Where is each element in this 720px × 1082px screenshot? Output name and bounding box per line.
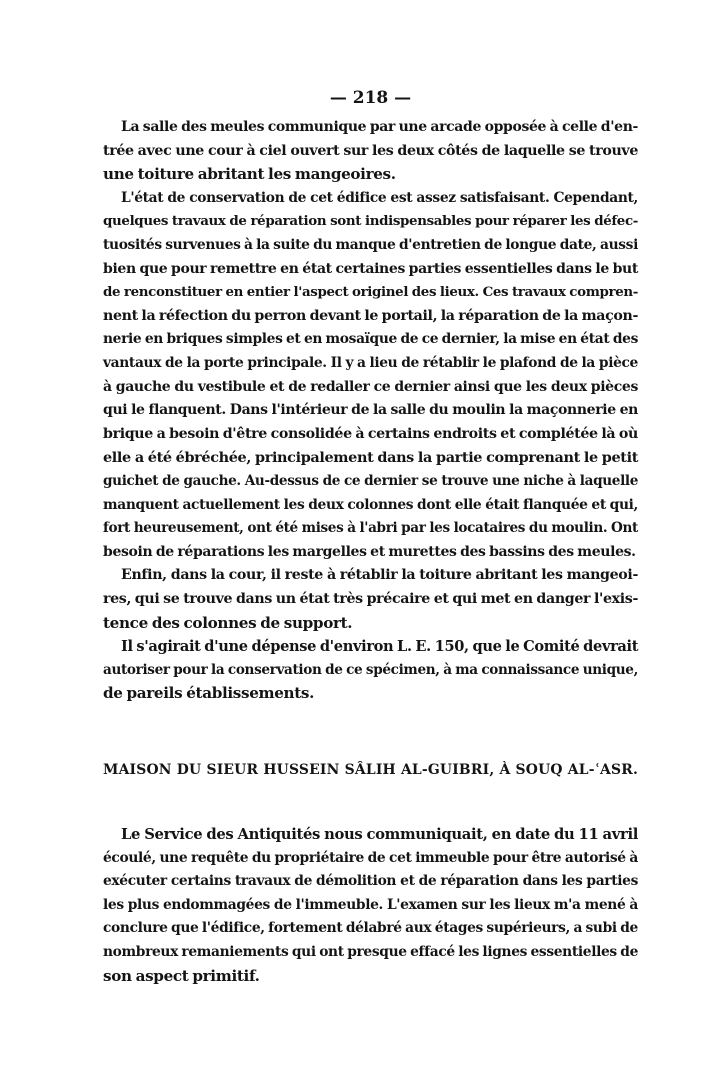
text-line: nerie en briques simples et en mosaïque de ce dernier, la mise en état des — [103, 331, 638, 348]
text-line: guichet de gauche. Au-dessus de ce dernier se trouve une niche à laquelle — [103, 472, 638, 489]
text-line: écoulé, une requête du propriétaire de cet immeuble pour être autorisé à — [103, 849, 638, 866]
section-heading: MAISON DU SIEUR HUSSEIN SÂLIH AL-GUIBRI, À SOUQ AL-ʿASR. — [103, 762, 638, 778]
text-line: nent la réfection du perron devant le portail, la réparation de la maçon- — [103, 307, 639, 324]
text-line: de renconstituer en entier l'aspect originel des lieux. Ces travaux compren- — [103, 284, 638, 301]
text-line: qui le flanquent. Dans l'intérieur de la salle du moulin la maçonnerie en — [103, 402, 638, 419]
text-line: La salle des meules communique par une arcade opposée à celle d'en- — [121, 119, 638, 135]
text-line: quelques travaux de réparation sont indispensables pour réparer les défec- — [103, 213, 638, 230]
text-line: Il s'agirait d'une dépense d'environ L. E. 150, que le Comité devrait — [121, 638, 639, 656]
text-line: elle a été ébréchée, principalement dans la partie comprenant le petit — [103, 449, 638, 467]
text-line: de pareils établissements. — [103, 684, 315, 703]
text-line: exécuter certains travaux de démolition et de réparation dans les parties — [103, 873, 638, 890]
text-line: Enfin, dans la cour, il reste à rétablir la toiture abritant les mangeoi- — [121, 567, 638, 584]
text-line: son aspect primitif. — [103, 966, 260, 985]
paragraph — [103, 564, 638, 635]
text-line: vantaux de la porte principale. Il y a lieu de rétablir le plafond de la pièce — [103, 354, 638, 371]
text-line: fort heureusement, ont été mises à l'abri par les locataires du moulin. Ont — [103, 520, 638, 537]
paragraph — [103, 635, 638, 706]
text-line: autoriser pour la conservation de ce spécimen, à ma connaissance unique, — [103, 661, 638, 678]
text-line: trée avec une cour à ciel ouvert sur les deux côtés de laquelle se trouve — [103, 142, 638, 159]
text-line: une toiture abritant les mangeoires. — [103, 165, 396, 184]
page-number: — 218 — — [329, 88, 412, 108]
text-line: manquent actuellement les deux colonnes dont elle était flanquée et qui, — [103, 496, 638, 513]
text-line: tence des colonnes de support. — [103, 613, 353, 632]
text-line: besoin de réparations les margelles et murettes des bassins des meules. — [103, 543, 636, 560]
text-line: brique a besoin d'être consolidée à certains endroits et complétée là où — [103, 425, 638, 442]
paragraph — [103, 116, 638, 187]
paragraph — [103, 187, 638, 565]
paragraph — [103, 823, 638, 988]
text-line: L'état de conservation de cet édifice est assez satisfaisant. Cependant, — [121, 189, 638, 206]
text-line: res, qui se trouve dans un état très précaire et qui met en danger l'exis- — [103, 590, 638, 607]
text-line: conclure que l'édifice, fortement délabré aux étages supérieurs, a subi de — [103, 920, 638, 937]
text-line: les plus endommagées de l'immeuble. L'examen sur les lieux m'a mené à — [103, 896, 638, 913]
text-line: nombreux remaniements qui ont presque effacé les lignes essentielles de — [103, 943, 639, 960]
text-line: bien que pour remettre en état certaines parties essentielles dans le but — [103, 260, 638, 277]
text-line: tuosités survenues à la suite du manque d'entretien de longue date, aussi — [103, 236, 638, 253]
text-line: à gauche du vestibule et de redaller ce dernier ainsi que les deux pièces — [103, 378, 638, 395]
text-line: Le Service des Antiquités nous communiquait, en date du 11 avril — [121, 826, 638, 843]
